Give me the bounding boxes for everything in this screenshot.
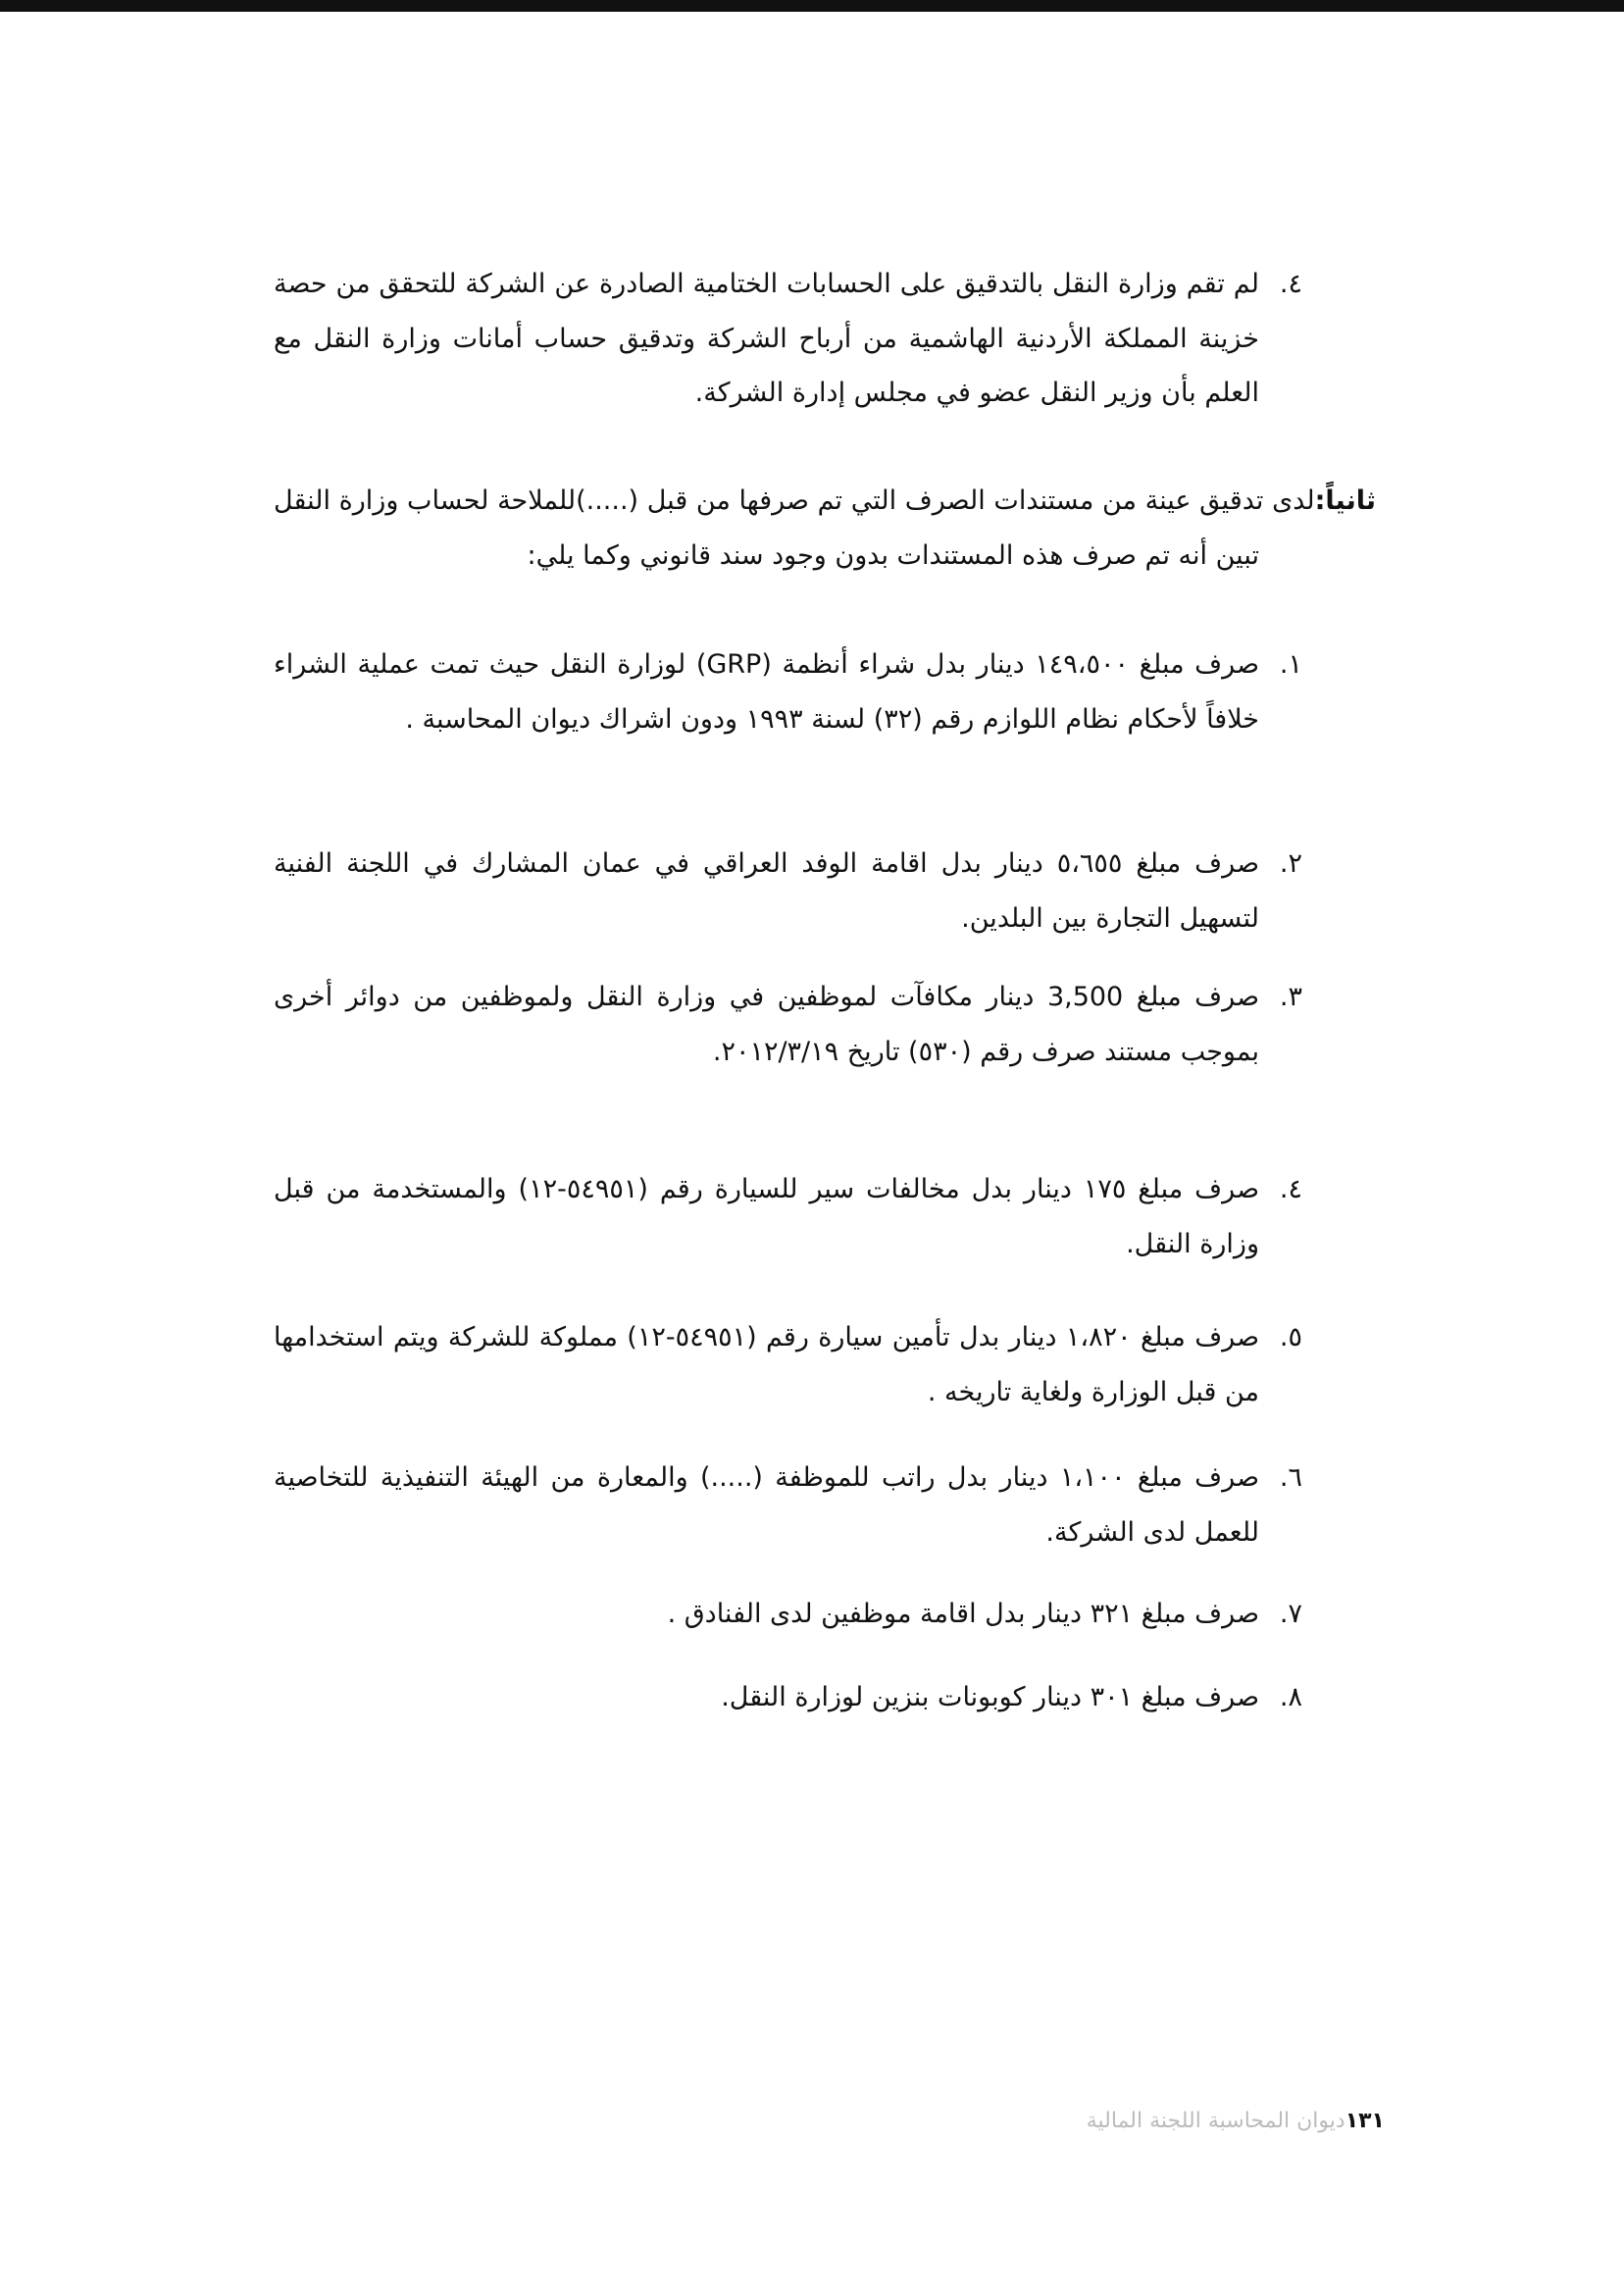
- list-item: [274, 1310, 1302, 1419]
- item-number: ٦.: [1279, 1462, 1302, 1493]
- item-text: صرف مبلغ 3,500 دينار مكافآت لموظفين في وزارة النقل ولموظفين من دوائر أخرى بموجب مستند صرف رقم (٥٣٠) تاريخ ٢٠١٢/٣/١٩.: [274, 982, 1259, 1067]
- item-number: ٣.: [1279, 982, 1302, 1012]
- list-item: [274, 1162, 1302, 1271]
- list-item: [274, 1587, 1302, 1642]
- list-item: [274, 837, 1302, 945]
- item-number: ٧.: [1279, 1599, 1302, 1629]
- page-number: ١٣١: [1345, 2109, 1385, 2133]
- item-text: صرف مبلغ ١،١٠٠ دينار بدل راتب للموظفة (.....) والمعارة من الهيئة التنفيذية للتخاصية للعمل لدى الشركة.: [274, 1462, 1259, 1548]
- item-text: صرف مبلغ ٥،٦٥٥ دينار بدل اقامة الوفد العراقي في عمان المشارك في اللجنة الفنية لتسهيل التجارة بين البلدين.: [274, 848, 1259, 934]
- item-number: ٨.: [1279, 1682, 1302, 1712]
- scan-top-edge: [0, 0, 1624, 12]
- list-item: [274, 1451, 1302, 1559]
- list-item: [274, 257, 1302, 421]
- item-text: لم تقم وزارة النقل بالتدقيق على الحسابات الختامية الصادرة عن الشركة للتحقق من حصة خزينة المملكة الأردنية الهاشمية من أرباح الشركة وتدقيق حساب أمانات وزارة النقل مع العلم بأن وزير النقل عضو في مجلس إدارة الشركة.: [274, 269, 1259, 408]
- item-number: ٤.: [1279, 269, 1302, 299]
- footer-text: ديوان المحاسبة اللجنة المالية: [1086, 2109, 1345, 2133]
- item-text: صرف مبلغ ٣٢١ دينار بدل اقامة موظفين لدى الفنادق .: [667, 1599, 1259, 1629]
- item-number: ١.: [1279, 649, 1302, 680]
- item-text: صرف مبلغ ١٤٩،٥٠٠ دينار بدل شراء أنظمة (GRP) لوزارة النقل حيث تمت عملية الشراء خلافاً لأحكام نظام اللوازم رقم (٣٢) لسنة ١٩٩٣ ودون اشراك ديوان المحاسبة .: [274, 649, 1259, 735]
- section-second: [274, 474, 1376, 583]
- page-footer: [785, 2109, 1385, 2133]
- item-number: ٥.: [1279, 1322, 1302, 1352]
- section-text: لدى تدقيق عينة من مستندات الصرف التي تم صرفها من قبل (.....)للملاحة لحساب وزارة النقل تبين أنه تم صرف هذه المستندات بدون وجود سند قانوني وكما يلي:: [274, 485, 1315, 571]
- section-lead: ثانياً:: [1314, 485, 1376, 516]
- item-text: صرف مبلغ ١٧٥ دينار بدل مخالفات سير للسيارة رقم (٥٤٩٥١-١٢) والمستخدمة من قبل وزارة النقل.: [274, 1174, 1259, 1259]
- list-item: [274, 638, 1302, 746]
- item-text: صرف مبلغ ١،٨٢٠ دينار بدل تأمين سيارة رقم (٥٤٩٥١-١٢) مملوكة للشركة ويتم استخدامها من قبل الوزارة ولغاية تاريخه .: [274, 1322, 1260, 1407]
- item-number: ٤.: [1279, 1174, 1302, 1204]
- item-number: ٢.: [1279, 848, 1302, 879]
- list-item: [274, 970, 1302, 1079]
- item-text: صرف مبلغ ٣٠١ دينار كوبونات بنزين لوزارة النقل.: [721, 1682, 1259, 1712]
- list-item: [274, 1670, 1302, 1725]
